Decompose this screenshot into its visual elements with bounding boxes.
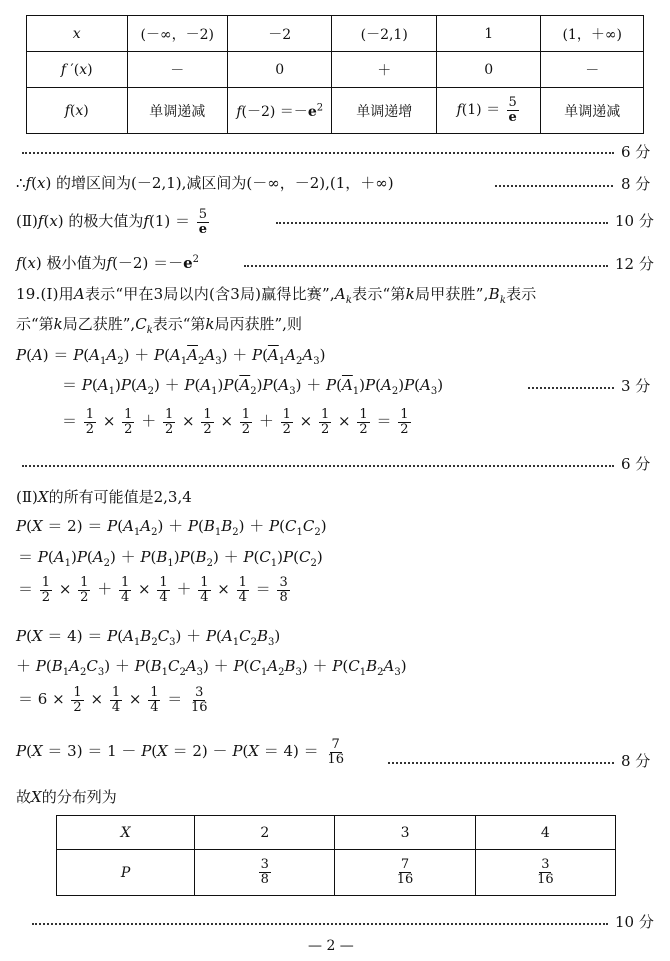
derivative-sign-table xyxy=(26,15,644,134)
page-number: — 2 — xyxy=(308,938,354,954)
cell-inc: 单调递增 xyxy=(332,88,437,134)
cell-interval-1: (－∞，－2) xyxy=(127,16,228,52)
q19-line-1: 19.(Ⅰ)用A表示“甲在3局以内(含3局)赢得比赛$”,A_k$表示“第k局甲获胜$”,B_k$表示 xyxy=(16,285,537,306)
score-6: 6 分 xyxy=(621,143,651,161)
score-10b: 10 分 xyxy=(615,913,654,931)
cell-fx: f(x) xyxy=(27,88,128,134)
score-10: 10 分 xyxy=(615,212,654,230)
max-line: (Ⅱ)f(x) 的极大值为f(1) ＝ $\frac{5}{e}$ xyxy=(16,207,208,237)
px2-line-2: ＝ $P(A_1)P(A_2) + P(B_1)P(B_2) + P(C_1)P(C_2)$ xyxy=(18,548,323,569)
cell-x: x xyxy=(27,16,128,52)
cell-interval-2: (－2,1) xyxy=(332,16,437,52)
cell-one: 1 xyxy=(436,16,540,52)
px4-line-2: ＋ $P(B_1A_2C_3) + P(B_1C_2A_3) + P(C_1A_2B_3) + P(C_1B_2A_3)$ xyxy=(16,657,407,678)
pa-line-1: $P(A) = P(A_1A_2) + P(A_1\overline{A}_2A_3) + P(\overline{A}_1A_2A_3)$ xyxy=(16,346,326,367)
score-6b: 6 分 xyxy=(621,455,651,473)
head-2: 2 xyxy=(195,816,335,850)
cell-max-value: f(1) ＝ $\frac{5}{e}$ xyxy=(436,88,540,134)
distribution-table xyxy=(56,815,616,896)
p-4: $\frac{3}{16}$ xyxy=(475,850,615,896)
q19-line-2: 示“第k局乙获胜$”,C_k$表示“第k局丙获胜”,则 xyxy=(16,315,302,336)
cell-sign-4: 0 xyxy=(436,52,540,88)
dist-title: 故X的分布列为 xyxy=(16,788,117,806)
p-3: $\frac{7}{16}$ xyxy=(335,850,475,896)
head-x: X xyxy=(57,816,195,850)
cell-min-value: $f(-2) =-e^2$ xyxy=(228,88,332,134)
score-12: 12 分 xyxy=(615,255,654,273)
cell-dec-1: 单调递减 xyxy=(127,88,228,134)
score-3: 3 分 xyxy=(621,377,651,395)
cell-sign-5: － xyxy=(541,52,644,88)
row-p: P xyxy=(57,850,195,896)
px3-line: P(X ＝ 3) ＝ 1 － P(X ＝ 2) － P(X ＝ 4) ＝ $\frac{7}{16}$ xyxy=(16,737,344,767)
pa-line-3: ＝ $\frac{1}{2}$ × $\frac{1}{2}$ ＋ $\frac{1}{2}$ × $\frac{1}{2}$ × $\frac{1}{2}$ ＋ $\frac{1}{2}$ × $\frac{1}{2}$ × $\frac{1}{2}$ ＝ $\frac{1}{2}$ xyxy=(62,407,409,437)
px2-line-1: $P(X = 2) = P(A_1A_2) + P(B_1B_2) + P(C_1C_2)$ xyxy=(16,517,327,538)
score-8b: 8 分 xyxy=(621,752,651,770)
px4-line-1: $P(X = 4) = P(A_1B_2C_3) + P(A_1C_2B_3)$ xyxy=(16,627,281,648)
cell-neg2: －2 xyxy=(228,16,332,52)
ii-values: (Ⅱ)X的所有可能值是2,3,4 xyxy=(16,488,192,506)
cell-sign-3: ＋ xyxy=(332,52,437,88)
head-3: 3 xyxy=(335,816,475,850)
px2-line-3: ＝ $\frac{1}{2}$ × $\frac{1}{2}$ ＋ $\frac{1}{4}$ × $\frac{1}{4}$ ＋ $\frac{1}{4}$ × $\frac{1}{4}$ ＝ $\frac{3}{8}$ xyxy=(18,575,288,605)
intervals-line: ∴f(x) 的增区间为(－2,1),减区间为(－∞，－2),(1，＋∞) xyxy=(16,174,394,192)
p-2: $\frac{3}{8}$ xyxy=(195,850,335,896)
px4-line-3: ＝ 6 × $\frac{1}{2}$ × $\frac{1}{4}$ × $\frac{1}{4}$ ＝ $\frac{3}{16}$ xyxy=(18,685,208,715)
cell-sign-1: － xyxy=(127,52,228,88)
head-4: 4 xyxy=(475,816,615,850)
pa-line-2: ＝ $P(A_1)P(A_2) + P(A_1)P(\overline{A}_2)P(A_3) + P(\overline{A}_1)P(A_2)P(A_3)$ xyxy=(62,376,444,397)
score-8: 8 分 xyxy=(621,175,651,193)
cell-interval-3: (1，＋∞) xyxy=(541,16,644,52)
cell-fprime: f ′(x) xyxy=(27,52,128,88)
min-line: f(x) 极小值为$f(-2) =-e^2$ xyxy=(16,254,200,272)
cell-dec-2: 单调递减 xyxy=(541,88,644,134)
cell-sign-2: 0 xyxy=(228,52,332,88)
